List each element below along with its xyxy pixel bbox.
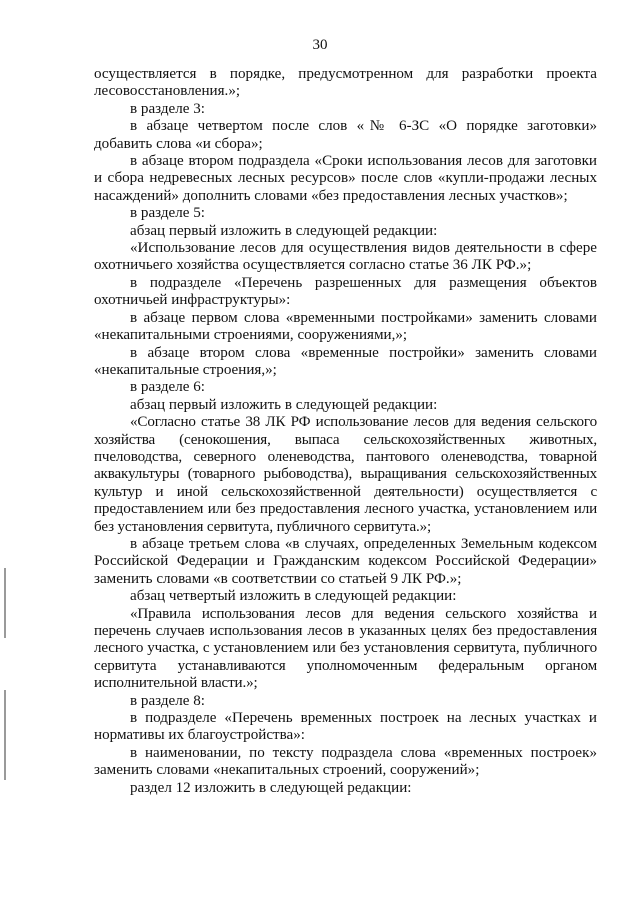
scan-edge-mark bbox=[4, 568, 6, 638]
paragraph: в подразделе «Перечень временных построек на лесных участках и нормативы их благоустройства»: bbox=[94, 710, 597, 744]
paragraph: «Использование лесов для осуществления видов деятельности в сфере охотничьего хозяйства осуществляется согласно статье 36 ЛК РФ.»; bbox=[94, 240, 597, 274]
paragraph: абзац первый изложить в следующей редакции: bbox=[130, 222, 438, 239]
paragraph: в абзаце втором слова «временные постройки» заменить словами «некапитальные строения,»; bbox=[94, 344, 597, 378]
page-number: 30 bbox=[312, 37, 328, 53]
paragraph: в наименовании, по тексту подраздела слова «временных построек» заменить словами «некапитальных строений, сооружений»; bbox=[94, 744, 597, 779]
paragraph: в разделе 5: bbox=[130, 205, 205, 222]
paragraph: в разделе 3: bbox=[130, 100, 205, 117]
paragraph: осуществляется в порядке, предусмотренном для разработки проекта лесовосстановления.»; bbox=[94, 66, 597, 100]
paragraph: абзац первый изложить в следующей редакции: bbox=[130, 396, 438, 413]
paragraph: «Согласно статье 38 ЛК РФ использование лесов для ведения сельского хозяйства (сенокошения, выпаса сельскохозяйственных животных, пчеловодства, северного оленеводства, пантового оленеводства, товарной аквакультуры (товарного рыбоводства), выращивания сельскохозяйственных культур и иной сельскохозяйственной деятельности) осуществляется с предоставлением или без предоставления лесного участка, установлением или без установления сервитута, публичного сервитута.»; bbox=[94, 414, 597, 535]
paragraph: «Правила использования лесов для ведения сельского хозяйства и перечень случаев использования лесов в указанных целях без предоставления лесного участка, с установлением или без установления сервитута, публичного сервитута устанавливаются уполномоченным федеральным органом исполнительной власти.»; bbox=[94, 605, 597, 692]
paragraph: в абзаце втором подраздела «Сроки использования лесов для заготовки и сбора недревесных лесных ресурсов» после слов «купли-продажи лесных насаждений» дополнить словами «без предоставления лесных участков»; bbox=[94, 153, 597, 204]
paragraph: в абзаце первом слова «временными постройками» заменить словами «некапитальными строениями, сооружениями,»; bbox=[94, 309, 597, 344]
paragraph: в абзаце четвертом после слов «№ 6-ЗС «О порядке заготовки» добавить слова «и сбора»; bbox=[94, 118, 597, 152]
paragraph: в абзаце третьем слова «в случаях, определенных Земельным кодексом Российской Федерации и Гражданским кодексом Российской Федерации» заменить словами «в соответствии со статьей 9 ЛК РФ.»; bbox=[94, 535, 597, 587]
paragraph: в подразделе «Перечень разрешенных для размещения объектов охотничьей инфраструктуры»: bbox=[94, 274, 597, 309]
paragraph: в разделе 8: bbox=[130, 692, 205, 709]
document-body bbox=[94, 66, 597, 797]
paragraph: в разделе 6: bbox=[130, 379, 205, 396]
scan-edge-mark bbox=[4, 690, 6, 780]
paragraph: абзац четвертый изложить в следующей редакции: bbox=[130, 588, 457, 605]
paragraph: раздел 12 изложить в следующей редакции: bbox=[130, 779, 412, 796]
